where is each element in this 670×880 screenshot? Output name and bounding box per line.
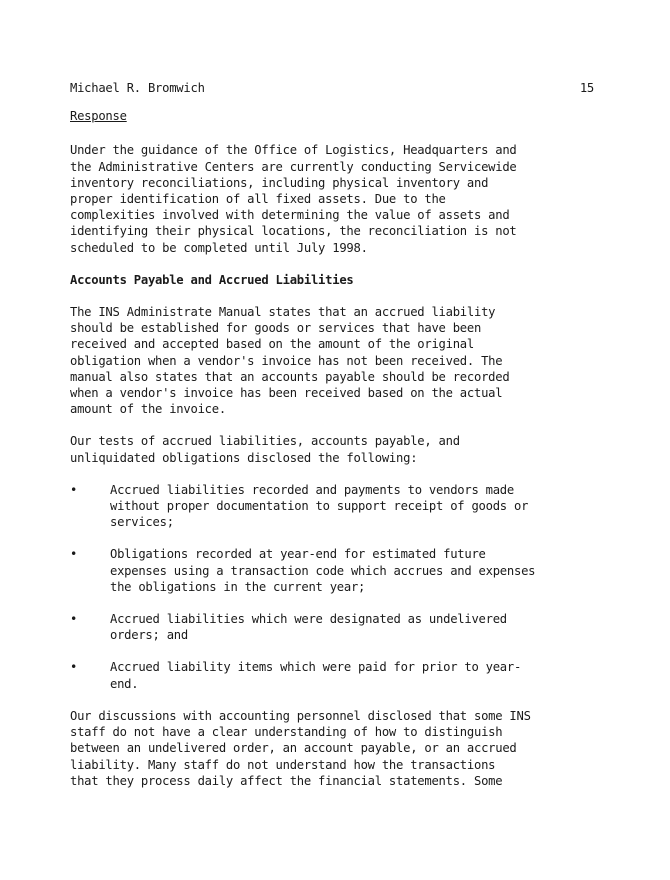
list-item-text: Accrued liability items which were paid for prior to year- end.	[110, 660, 522, 691]
list-item-text: Accrued liabilities recorded and payments to vendors made without proper documentation to support receipt of goods or services;	[110, 482, 529, 530]
bullet-icon: •	[70, 482, 78, 497]
manual-paragraph: The INS Administrate Manual states that an accrued liability should be established for goods or services that have been received and accepted based on the amount of the original obligation when a vendor's invoice has not been received. The manual also states that an accounts payable should be recorded when a vendor's invoice has been received based on the actual amount of the invoice.	[70, 305, 510, 417]
response-paragraph: Under the guidance of the Office of Logistics, Headquarters and the Administrative Centers are currently conducting Servicewide inventory reconciliations, including physical inventory and proper identification of all fixed assets. Due to the complexities involved with determining the value of assets and identifying their physical locations, the reconciliation is not scheduled to be completed until July 1998.	[70, 143, 517, 255]
section-heading: Accounts Payable and Accrued Liabilities	[70, 272, 354, 287]
findings-list	[70, 482, 594, 692]
response-label: Response	[70, 109, 127, 124]
list-item-text: Accrued liabilities which were designated as undelivered orders; and	[110, 612, 507, 643]
list-item-text: Obligations recorded at year-end for estimated future expenses using a transaction code which accrues and expenses the obligations in the current year;	[110, 547, 536, 594]
page-header	[70, 80, 594, 96]
page-number: 15	[579, 81, 594, 95]
list-item	[70, 546, 594, 595]
list-item	[70, 611, 594, 643]
bullet-icon: •	[70, 660, 78, 675]
tests-paragraph: Our tests of accrued liabilities, accounts payable, and unliquidated obligations disclosed the following:	[70, 434, 460, 465]
bullet-icon: •	[70, 612, 78, 627]
recipient-name: Michael R. Bromwich	[70, 81, 205, 95]
discussions-paragraph: Our discussions with accounting personnel disclosed that some INS staff do not have a clear understanding of how to distinguish between an undelivered order, an account payable, or an accrued liability. Many staff do not understand how the transactions that they process daily affect the financial statements. Some	[70, 708, 531, 788]
bullet-icon: •	[70, 547, 78, 562]
document-page	[70, 80, 594, 805]
list-item	[70, 659, 594, 691]
list-item	[70, 482, 594, 531]
